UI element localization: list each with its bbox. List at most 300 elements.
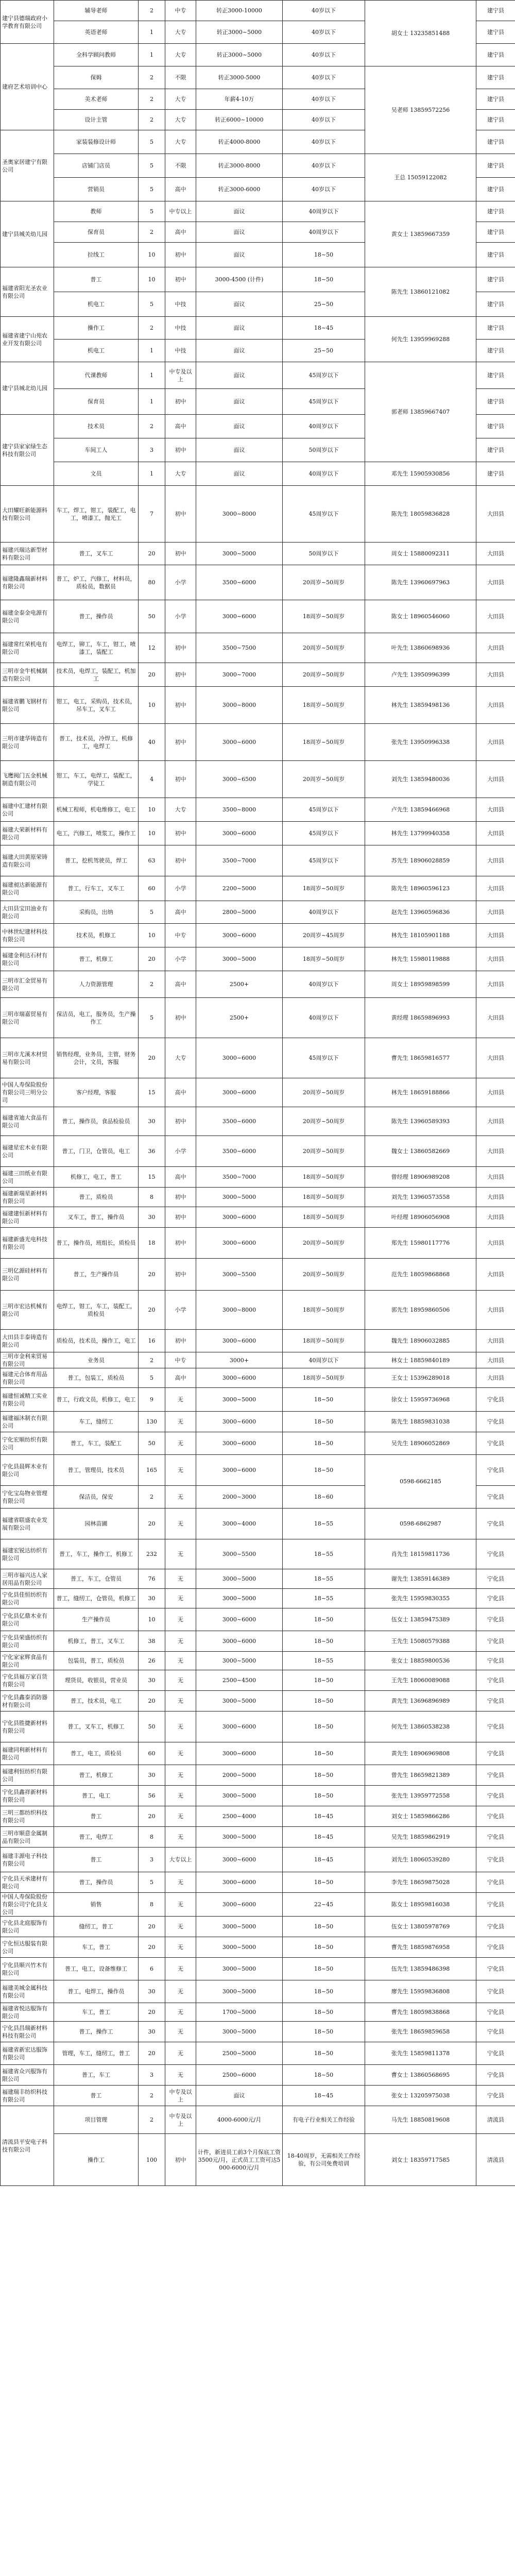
company-cell: 三明亿源硅材料有限公司 [1, 1259, 54, 1291]
salary-cell: 3000~8000 [196, 486, 283, 543]
education-cell: 无 [165, 1711, 196, 1742]
position-cell: 普工，行车工，叉车工 [54, 876, 139, 901]
education-cell: 无 [165, 1509, 196, 1539]
education-cell: 无 [165, 1432, 196, 1455]
region-cell: 建宁县 [476, 415, 515, 438]
salary-cell: 3000~6000 [196, 1038, 283, 1078]
salary-cell: 2500~4000 [196, 1806, 283, 1827]
position-cell: 车工，普工 [54, 1937, 139, 1958]
region-cell: 宁化县 [476, 1670, 515, 1691]
table-row [1, 947, 515, 971]
position-cell: 项目管理 [54, 2106, 139, 2134]
contact-cell: 陈女士 18959816038 [365, 1893, 476, 1917]
education-cell: 小学 [165, 1291, 196, 1330]
table-row [1, 2134, 515, 2186]
age-cell: 18~50 [283, 1432, 365, 1455]
position-cell: 普工，叉车工，机修工 [54, 1711, 139, 1742]
contact-cell: 林先生 13799940358 [365, 822, 476, 845]
count-cell: 1 [139, 340, 165, 362]
position-cell: 理货员，收银员，营业员 [54, 1670, 139, 1691]
education-cell: 无 [165, 1539, 196, 1569]
region-cell: 宁化县 [476, 1893, 515, 1917]
count-cell: 80 [139, 565, 165, 600]
contact-cell: 吴老师 13859572256 [365, 66, 476, 154]
contact-cell: 范先生 18059868868 [365, 1259, 476, 1291]
age-cell: 18周岁~50周岁 [283, 1207, 365, 1228]
age-cell: 18~50 [283, 1872, 365, 1893]
table-row [1, 600, 515, 633]
age-cell: 有电子行业相关工作经验 [283, 2106, 365, 2134]
age-cell: 18周岁~50周岁 [283, 1167, 365, 1188]
company-cell: 三明三都纺织科技有限公司 [1, 1806, 54, 1827]
position-cell: 普工，缝纫工，仓管员，机修工 [54, 1589, 139, 1608]
age-cell: 18-40周岁，无需相关工作经验，有公司免费培训 [283, 2134, 365, 2186]
company-cell: 飞鹰阀门五金机械制造有限公司 [1, 761, 54, 798]
region-cell: 宁化县 [476, 1958, 515, 1980]
age-cell: 40岁以下 [283, 130, 365, 154]
region-cell: 宁化县 [476, 2042, 515, 2065]
salary-cell: 3000~6000 [196, 1078, 283, 1107]
company-cell: 福建星宏木业有限公司 [1, 1136, 54, 1167]
company-cell: 宁化县昌瑞新材料科技有限公司 [1, 2022, 54, 2042]
position-cell: 机修工，电工，普工 [54, 1167, 139, 1188]
salary-cell: 面议 [196, 222, 283, 243]
education-cell: 小学 [165, 947, 196, 971]
company-cell: 福建三田纸业有限公司 [1, 1167, 54, 1188]
age-cell: 18~50 [283, 1980, 365, 2003]
position-cell: 业务员 [54, 1352, 139, 1368]
age-cell: 20周岁~50周岁 [283, 565, 365, 600]
position-cell: 普工，挖机驾驶员，焊工 [54, 845, 139, 876]
age-cell: 20周岁~50周岁 [283, 663, 365, 687]
table-row [1, 362, 515, 389]
salary-cell: 3000+ [196, 1352, 283, 1368]
position-cell: 普工，车工，装配工 [54, 1432, 139, 1455]
company-cell: 福建丰源电子科技有限公司 [1, 1848, 54, 1872]
position-cell: 普工，包装工，质检员 [54, 1368, 139, 1388]
company-cell: 福建福沐制衣有限公司 [1, 1412, 54, 1432]
region-cell: 宁化县 [476, 1412, 515, 1432]
age-cell: 40岁以下 [283, 1, 365, 21]
education-cell: 无 [165, 1872, 196, 1893]
company-cell: 中林世纪建材科技有限公司 [1, 924, 54, 947]
count-cell: 1 [139, 389, 165, 415]
position-cell: 普工，行政文员，机修工，电工 [54, 1388, 139, 1412]
position-cell: 普工，操作员 [54, 600, 139, 633]
age-cell: 22~45 [283, 1893, 365, 1917]
company-cell: 宁化县顺兴竹木有限公司 [1, 1958, 54, 1980]
region-cell: 清流县 [476, 2106, 515, 2134]
contact-cell: 吴先生 18859862919 [365, 1827, 476, 1848]
contact-cell: 陈先生 13860121082 [365, 267, 476, 317]
count-cell: 3 [139, 2065, 165, 2086]
contact-cell: 陈先生 18960596123 [365, 876, 476, 901]
company-cell: 三明市尤溪木材贸易有限公司 [1, 1038, 54, 1078]
count-cell: 10 [139, 822, 165, 845]
region-cell: 建宁县 [476, 21, 515, 44]
age-cell: 18周岁~50周岁 [283, 1368, 365, 1388]
contact-cell: 张先生 13950996338 [365, 724, 476, 761]
salary-cell: 计件，新进员工前3个月保底工资3500元/月，正式员工工资可达5000-6000元/月 [196, 2134, 283, 2186]
table-row [1, 1368, 515, 1388]
company-cell: 福建大田黄原荣铸造有限公司 [1, 845, 54, 876]
position-cell: 机电工 [54, 340, 139, 362]
table-row [1, 1388, 515, 1412]
position-cell: 机电工 [54, 292, 139, 317]
salary-cell: 3000~4000 [196, 1509, 283, 1539]
salary-cell: 3000~5000 [196, 1188, 283, 1207]
count-cell: 20 [139, 1937, 165, 1958]
region-cell: 大田县 [476, 1207, 515, 1228]
company-cell: 福建金利达石材有限公司 [1, 947, 54, 971]
age-cell: 18~55 [283, 1589, 365, 1608]
region-cell: 建宁县 [476, 44, 515, 66]
position-cell: 普工，门卫，仓管员，电工 [54, 1136, 139, 1167]
company-cell: 建宁县德瑞政府小学教育有限公司 [1, 1, 54, 44]
education-cell: 高中 [165, 1078, 196, 1107]
age-cell: 40岁以下 [283, 154, 365, 178]
age-cell: 20周岁~45周岁 [283, 924, 365, 947]
table-row [1, 1786, 515, 1806]
education-cell: 无 [165, 1786, 196, 1806]
count-cell: 2 [139, 222, 165, 243]
region-cell: 大田县 [476, 1368, 515, 1388]
education-cell: 大专 [165, 798, 196, 822]
age-cell: 20周岁~50周岁 [283, 633, 365, 663]
company-cell: 福建省鹏飞钢材有限公司 [1, 687, 54, 724]
count-cell: 16 [139, 1330, 165, 1352]
education-cell: 中专及以上 [165, 2086, 196, 2106]
salary-cell: 3500~7500 [196, 633, 283, 663]
count-cell: 40 [139, 724, 165, 761]
table-row [1, 663, 515, 687]
count-cell: 20 [139, 947, 165, 971]
company-cell: 福建省联盛农业发展有限公司 [1, 1509, 54, 1539]
salary-cell: 2000~5000 [196, 1765, 283, 1786]
education-cell: 无 [165, 1980, 196, 2003]
count-cell: 3 [139, 438, 165, 462]
position-cell: 普工，技术员，电工 [54, 1691, 139, 1711]
age-cell: 18~55 [283, 1539, 365, 1569]
table-row [1, 201, 515, 222]
education-cell: 初中 [165, 389, 196, 415]
contact-cell: 伍先生 13859486398 [365, 1958, 476, 1980]
table-row [1, 1455, 515, 1486]
table-row [1, 1848, 515, 1872]
count-cell: 2 [139, 66, 165, 89]
region-cell: 宁化县 [476, 1589, 515, 1608]
education-cell: 初中 [165, 822, 196, 845]
company-cell: 三明市金利来贸易有限公司 [1, 1352, 54, 1368]
region-cell: 建宁县 [476, 178, 515, 201]
contact-cell: 吴先生 18906052869 [365, 1432, 476, 1455]
salary-cell: 3000~6500 [196, 761, 283, 798]
education-cell: 大专 [165, 462, 196, 486]
company-cell: 福建常红荣机电有限公司 [1, 633, 54, 663]
table-row [1, 1228, 515, 1259]
company-cell: 中国人寿保险股份有限公司三明分公司 [1, 1078, 54, 1107]
age-cell: 18~50 [283, 243, 365, 267]
position-cell: 普工，电工 [54, 1786, 139, 1806]
company-cell: 福建省建宁山苑农业开发有限公司 [1, 317, 54, 362]
count-cell: 2 [139, 317, 165, 340]
education-cell: 无 [165, 1569, 196, 1589]
salary-cell: 3000~5000 [196, 1827, 283, 1848]
position-cell: 普工，电焊工 [54, 1827, 139, 1848]
contact-cell: 曹先生 18059838868 [365, 2003, 476, 2022]
salary-cell: 2800~5000 [196, 901, 283, 924]
salary-cell: 面议 [196, 340, 283, 362]
table-row [1, 2086, 515, 2106]
region-cell: 建宁县 [476, 317, 515, 340]
age-cell: 18~50 [283, 1388, 365, 1412]
position-cell: 技术员，电焊工，装配工，机加工 [54, 663, 139, 687]
education-cell: 初中 [165, 2134, 196, 2186]
company-cell: 宁化宏顺纺织有限公司 [1, 1432, 54, 1455]
position-cell: 电焊工，铆工，车工，钳工，喷漆工，装配工 [54, 633, 139, 663]
contact-cell: 廖先生 15959836808 [365, 1980, 476, 2003]
region-cell: 建宁县 [476, 66, 515, 89]
contact-cell: 卢先生 13859466968 [365, 798, 476, 822]
count-cell: 20 [139, 543, 165, 565]
count-cell: 50 [139, 600, 165, 633]
salary-cell: 2000~3000 [196, 1486, 283, 1509]
table-row [1, 2022, 515, 2042]
education-cell: 不限 [165, 66, 196, 89]
count-cell: 8 [139, 1188, 165, 1207]
contact-cell: 0598-6662185 [365, 1455, 476, 1509]
position-cell: 操作工 [54, 317, 139, 340]
education-cell: 中专 [165, 924, 196, 947]
education-cell: 中专 [165, 1, 196, 21]
contact-cell: 黄先生 18906969808 [365, 1742, 476, 1765]
region-cell: 大田县 [476, 663, 515, 687]
company-cell: 大田耀旺新能源科技有限公司 [1, 486, 54, 543]
table-row [1, 317, 515, 340]
education-cell: 无 [165, 2003, 196, 2022]
education-cell: 无 [165, 1652, 196, 1670]
count-cell: 100 [139, 2134, 165, 2186]
region-cell: 建宁县 [476, 154, 515, 178]
count-cell: 1 [139, 44, 165, 66]
education-cell: 大专以上 [165, 1848, 196, 1872]
company-cell: 福建大荣新材料有限公司 [1, 822, 54, 845]
age-cell: 25~50 [283, 292, 365, 317]
company-cell: 宁化县鑫祥新材料有限公司 [1, 1786, 54, 1806]
contact-cell: 卢先生 13950996399 [365, 663, 476, 687]
contact-cell: 张先生 18659859658 [365, 2022, 476, 2042]
contact-cell: 曹女士 13860568695 [365, 2065, 476, 2086]
region-cell: 大田县 [476, 924, 515, 947]
position-cell: 店铺门店员 [54, 154, 139, 178]
contact-cell: 郑先生 15980117776 [365, 1228, 476, 1259]
count-cell: 20 [139, 1291, 165, 1330]
company-cell: 宁化县胜捷新材料有限公司 [1, 1711, 54, 1742]
company-cell: 三明市瑞嘉贸易有限公司 [1, 998, 54, 1038]
age-cell: 18周岁~50周岁 [283, 1188, 365, 1207]
position-cell: 普工，操作员，食品检验员 [54, 1107, 139, 1136]
salary-cell: 转正6000~10000 [196, 110, 283, 130]
count-cell: 18 [139, 1228, 165, 1259]
salary-cell: 3000~7000 [196, 663, 283, 687]
education-cell: 中专 [165, 1352, 196, 1368]
position-cell: 普工，车工 [54, 2065, 139, 2086]
salary-cell: 2200~5000 [196, 876, 283, 901]
company-cell: 宁化家家辉食品有限公司 [1, 1652, 54, 1670]
contact-cell: 王女士 15396289018 [365, 1368, 476, 1388]
count-cell: 20 [139, 1691, 165, 1711]
age-cell: 18周岁~50周岁 [283, 1291, 365, 1330]
age-cell: 45周岁以下 [283, 389, 365, 415]
salary-cell: 3000~5000 [196, 1589, 283, 1608]
salary-cell: 3000~6000 [196, 822, 283, 845]
contact-cell: 张先生 13959772558 [365, 1786, 476, 1806]
company-cell: 福建美城金属科技有限公司 [1, 1980, 54, 2003]
count-cell: 10 [139, 1608, 165, 1631]
education-cell: 无 [165, 2065, 196, 2086]
age-cell: 40周岁以下 [283, 971, 365, 998]
age-cell: 40岁以下 [283, 66, 365, 89]
salary-cell: 2500~6000 [196, 2065, 283, 2086]
company-cell: 福建兴瑞达新型材料有限公司 [1, 543, 54, 565]
age-cell: 18~50 [283, 2042, 365, 2065]
region-cell: 大田县 [476, 798, 515, 822]
age-cell: 18周岁~50周岁 [283, 687, 365, 724]
position-cell: 拉线工 [54, 243, 139, 267]
age-cell: 20周岁~50周岁 [283, 1078, 365, 1107]
salary-cell: 3000~5000 [196, 1917, 283, 1937]
contact-cell: 魏先生 18906032885 [365, 1330, 476, 1352]
count-cell: 63 [139, 845, 165, 876]
age-cell: 18~45 [283, 1806, 365, 1827]
contact-cell: 0598-6862987 [365, 1509, 476, 1539]
salary-cell: 3000~5000 [196, 1937, 283, 1958]
table-row [1, 1980, 515, 2003]
salary-cell: 3000~6000 [196, 1455, 283, 1486]
education-cell: 无 [165, 1742, 196, 1765]
salary-cell: 面议 [196, 438, 283, 462]
count-cell: 60 [139, 876, 165, 901]
table-row [1, 845, 515, 876]
table-row [1, 998, 515, 1038]
region-cell: 建宁县 [476, 267, 515, 292]
position-cell: 人力资源管理 [54, 971, 139, 998]
education-cell: 小学 [165, 876, 196, 901]
position-cell: 普工，生产操作员 [54, 1259, 139, 1291]
table-row [1, 1608, 515, 1631]
contact-cell: 王总 15059122082 [365, 154, 476, 201]
contact-cell: 林先生 18659188866 [365, 1078, 476, 1107]
contact-cell: 伍女士 13859475389 [365, 1608, 476, 1631]
company-cell: 建宁县城关幼儿园 [1, 201, 54, 267]
contact-cell: 郭先生 18959860506 [365, 1291, 476, 1330]
age-cell: 18~50 [283, 1917, 365, 1937]
region-cell: 宁化县 [476, 2003, 515, 2022]
salary-cell: 年薪4-10万 [196, 89, 283, 110]
table-row [1, 1958, 515, 1980]
contact-cell: 苏先生 18906028859 [365, 845, 476, 876]
salary-cell: 3500~6000 [196, 565, 283, 600]
count-cell: 5 [139, 201, 165, 222]
count-cell: 2 [139, 1, 165, 21]
salary-cell: 3000~5000 [196, 1388, 283, 1412]
education-cell: 无 [165, 1631, 196, 1652]
position-cell: 缝纫工，普工 [54, 1917, 139, 1937]
table-row [1, 901, 515, 924]
region-cell: 宁化县 [476, 2022, 515, 2042]
contact-cell: 陈先生 13960589393 [365, 1107, 476, 1136]
position-cell: 普工，操作员，班组长，质检员 [54, 1228, 139, 1259]
age-cell: 45周岁以下 [283, 822, 365, 845]
education-cell: 无 [165, 2022, 196, 2042]
salary-cell: 3000~6000 [196, 1848, 283, 1872]
table-row [1, 1291, 515, 1330]
salary-cell: 1700~5000 [196, 2003, 283, 2022]
region-cell: 大田县 [476, 486, 515, 543]
region-cell: 大田县 [476, 1291, 515, 1330]
count-cell: 8 [139, 1827, 165, 1848]
age-cell: 20周岁~50周岁 [283, 1228, 365, 1259]
position-cell: 普工，炉工，汽修工，材料员，质检员，数据员 [54, 565, 139, 600]
company-cell: 宁化县福万家百货有限公司 [1, 1670, 54, 1691]
table-row [1, 1167, 515, 1188]
position-cell: 机械工程师，机电维修工，电工 [54, 798, 139, 822]
count-cell: 232 [139, 1539, 165, 1569]
position-cell: 生产操作员 [54, 1608, 139, 1631]
position-cell: 辅导老师 [54, 1, 139, 21]
contact-cell: 周女士 18959898599 [365, 971, 476, 998]
count-cell: 5 [139, 130, 165, 154]
region-cell: 建宁县 [476, 438, 515, 462]
education-cell: 初中 [165, 663, 196, 687]
salary-cell: 面议 [196, 462, 283, 486]
count-cell: 2 [139, 110, 165, 130]
salary-cell: 3000~6000 [196, 1742, 283, 1765]
position-cell: 保洁员，电工，服务员，生产操作工 [54, 998, 139, 1038]
contact-cell: 魏女士 13860582669 [365, 1136, 476, 1167]
region-cell: 宁化县 [476, 1806, 515, 1827]
contact-cell: 张先生 15959830355 [365, 1589, 476, 1608]
salary-cell: 面议 [196, 415, 283, 438]
contact-cell: 陈女士 18960546060 [365, 600, 476, 633]
count-cell: 6 [139, 1958, 165, 1980]
education-cell: 无 [165, 1827, 196, 1848]
position-cell: 车工，缝纫工 [54, 1412, 139, 1432]
education-cell: 大专 [165, 44, 196, 66]
table-row [1, 1765, 515, 1786]
table-row [1, 1, 515, 21]
education-cell: 初中 [165, 845, 196, 876]
table-row [1, 822, 515, 845]
position-cell: 车间工人 [54, 438, 139, 462]
region-cell: 宁化县 [476, 1486, 515, 1509]
region-cell: 大田县 [476, 1136, 515, 1167]
count-cell: 130 [139, 1412, 165, 1432]
company-cell: 建宁县家家绿生态科技有限公司 [1, 415, 54, 486]
region-cell: 宁化县 [476, 1980, 515, 2003]
company-cell: 宁化县佳恒纺织有限公司 [1, 1589, 54, 1608]
region-cell: 大田县 [476, 1259, 515, 1291]
contact-cell: 谢先生 13859146389 [365, 1569, 476, 1589]
table-row [1, 66, 515, 89]
salary-cell: 3000~6000 [196, 1631, 283, 1652]
company-cell: 建宁县城北幼儿园 [1, 362, 54, 415]
education-cell: 小学 [165, 1136, 196, 1167]
salary-cell: 转正3000~5000 [196, 21, 283, 44]
education-cell: 初中 [165, 687, 196, 724]
region-cell: 宁化县 [476, 2086, 515, 2106]
count-cell: 20 [139, 1509, 165, 1539]
